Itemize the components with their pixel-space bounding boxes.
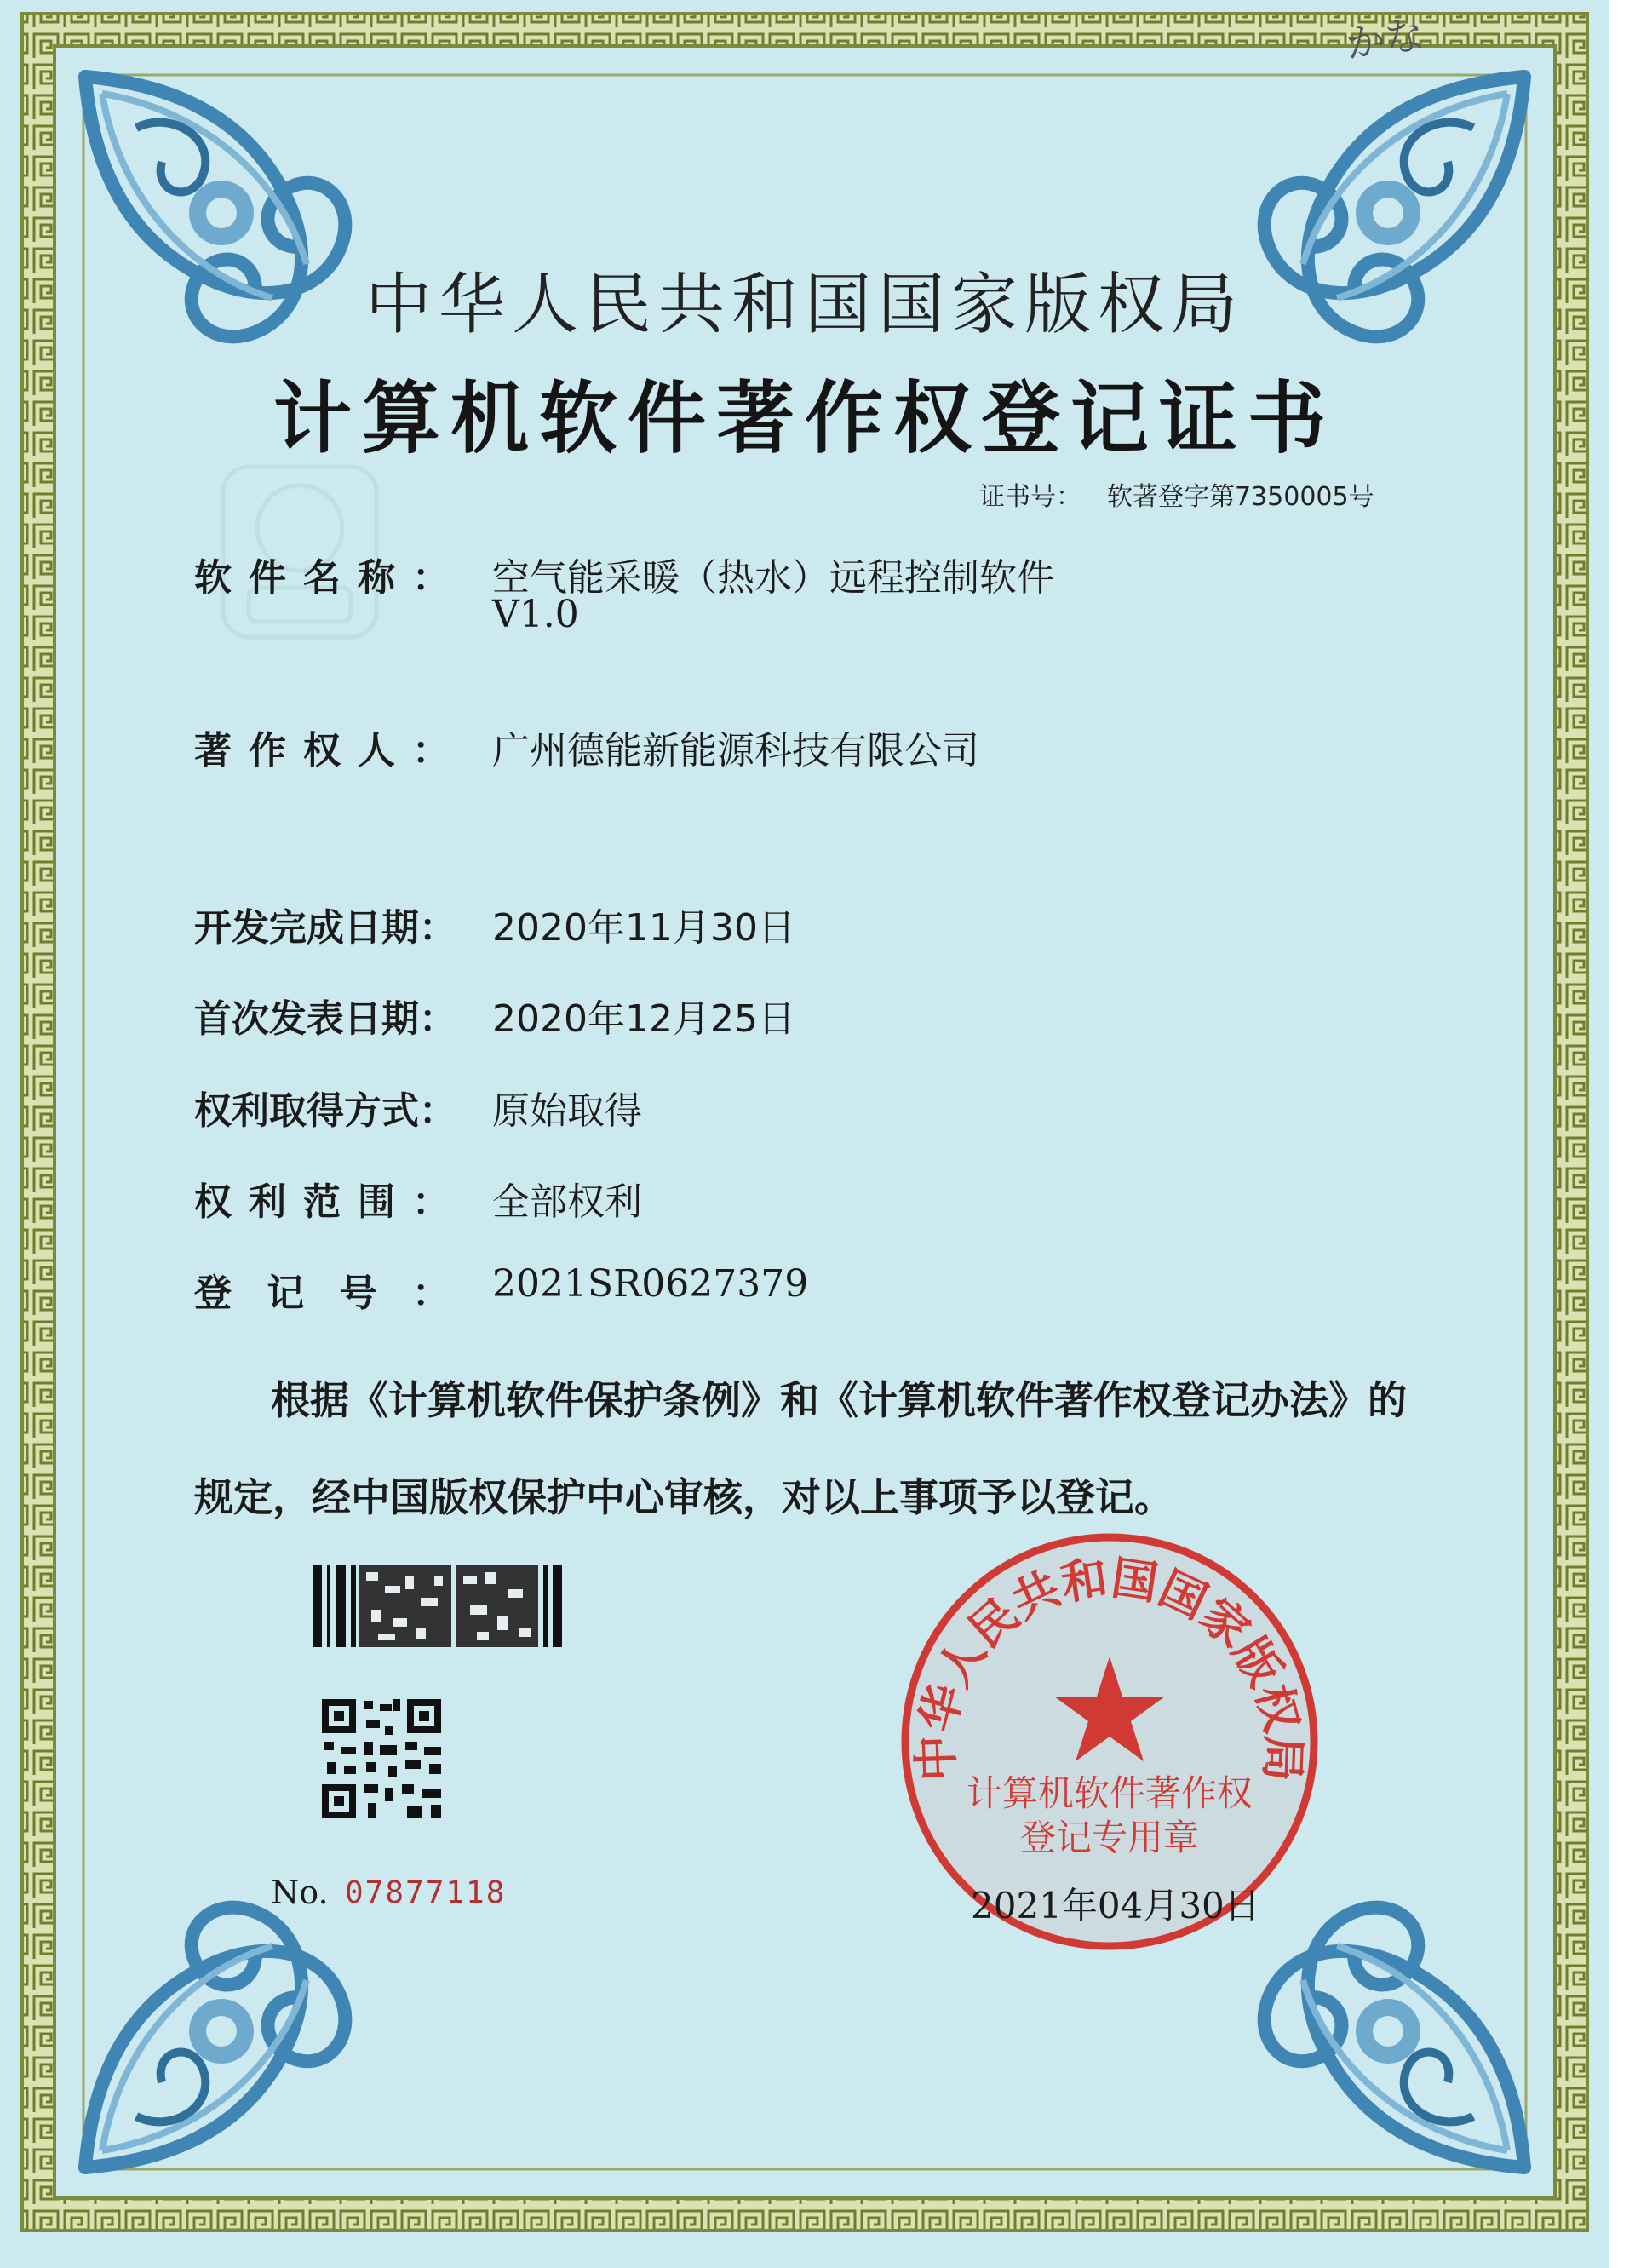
- barcode: [313, 1565, 562, 1647]
- software-name-value: 空气能采暖（热水）远程控制软件: [492, 556, 1054, 600]
- registration-number-value: 2021SR0627379: [492, 1262, 809, 1306]
- issue-date: 2021年04月30日: [971, 1885, 1260, 1926]
- acquire-method-label: 权利取得方式：: [194, 1089, 456, 1133]
- qr-code: [322, 1699, 441, 1818]
- software-name-label: 软件名称：: [194, 556, 450, 600]
- rights-scope-value: 全部权利: [492, 1180, 642, 1224]
- seal-inner-line2: 登记专用章: [1019, 1817, 1200, 1858]
- statement-line1: 根据《计算机软件保护条例》和《计算机软件著作权登记办法》的: [271, 1377, 1407, 1423]
- serial-number: 07877118: [345, 1875, 507, 1910]
- pub-date-value: 2020年12月25日: [492, 997, 795, 1041]
- dev-date-value: 2020年11月30日: [492, 906, 795, 950]
- statement-line2: 规定，经中国版权保护中心审核，对以上事项予以登记。: [194, 1474, 1173, 1520]
- certificate-title: 计算机软件著作权登记证书: [272, 372, 1336, 464]
- issuer-title: 中华人民共和国国家版权局: [364, 267, 1244, 343]
- certificate-number-label: 证书号：: [979, 482, 1081, 512]
- registration-number-label: 登记号：: [194, 1272, 450, 1315]
- acquire-method-value: 原始取得: [492, 1089, 642, 1133]
- handwritten-mark: かな: [1343, 10, 1427, 68]
- dev-date-label: 开发完成日期：: [194, 906, 456, 950]
- certificate-number: [979, 475, 1400, 513]
- rights-scope-label: 权利范围：: [194, 1180, 450, 1224]
- serial-label: No.: [271, 1874, 329, 1911]
- owner-label: 著作权人：: [194, 729, 450, 772]
- seal-inner-line1: 计算机软件著作权: [966, 1772, 1254, 1814]
- pub-date-label: 首次发表日期：: [194, 997, 456, 1041]
- certificate-number-value: 软著登字第7350005号: [1107, 482, 1374, 512]
- seal-ring-text: 中华人民共和国国家版权局: [909, 1550, 1311, 1783]
- owner-value: 广州德能新能源科技有限公司: [492, 729, 979, 772]
- software-version-value: V1.0: [492, 593, 579, 636]
